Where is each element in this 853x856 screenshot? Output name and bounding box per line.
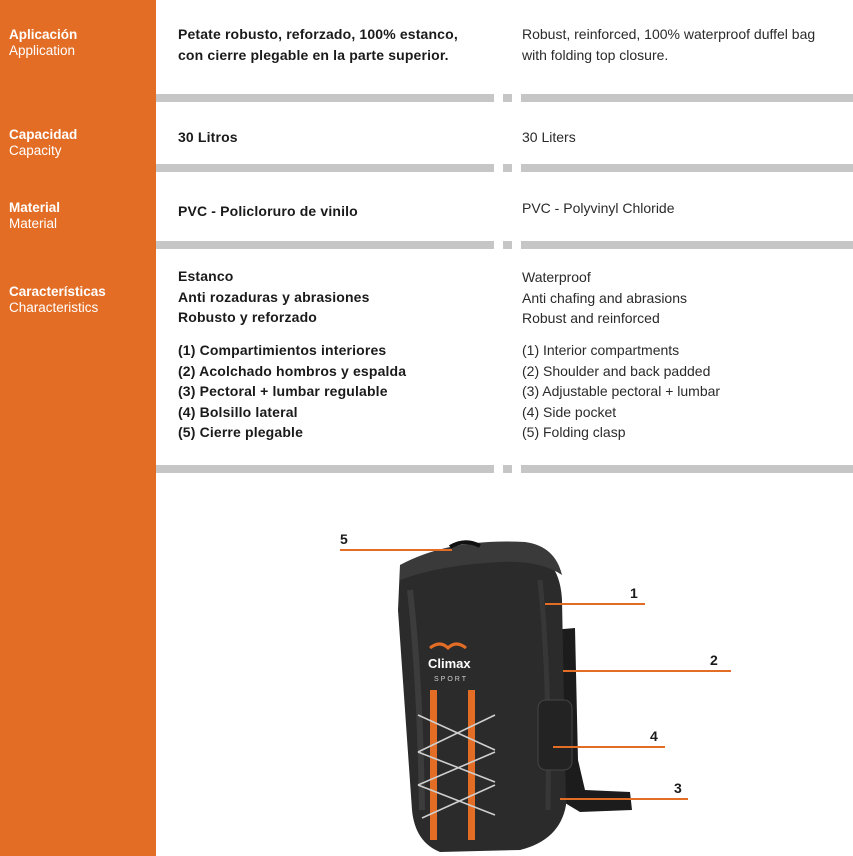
label-characteristics [9, 284, 106, 316]
text-line: Robusto y reforzado [178, 309, 317, 325]
row-divider [156, 241, 853, 249]
text-line: PVC - Policloruro de vinilo [178, 203, 358, 219]
callout-line-1 [545, 603, 645, 605]
row-divider [156, 164, 853, 172]
text-line: (1) Compartimientos interiores [178, 342, 387, 358]
label-es: Material [9, 200, 61, 215]
text-line: (2) Shoulder and back padded [522, 362, 711, 379]
callout-line-5 [340, 549, 452, 551]
callout-1: 1 [630, 585, 638, 601]
text-line: Petate robusto, reforzado, 100% estanco, [178, 26, 458, 42]
text-line: (4) Bolsillo lateral [178, 403, 298, 420]
text-line: Estanco [178, 268, 234, 284]
text-line: (5) Folding clasp [522, 424, 626, 440]
text-line: con cierre plegable en la parte superior. [178, 46, 449, 63]
callout-line-3 [560, 798, 688, 800]
parts-en [522, 340, 850, 443]
text-line: with folding top closure. [522, 46, 669, 63]
label-en: Application [9, 43, 76, 58]
orange-stripe [430, 690, 437, 840]
label-es: Capacidad [9, 127, 78, 142]
text-line: 30 Liters [522, 129, 576, 145]
text-line: (4) Side pocket [522, 403, 617, 420]
callout-5: 5 [340, 531, 348, 547]
text-line: Robust, reinforced, 100% waterproof duffel bag [522, 26, 816, 42]
text-line: PVC - Polyvinyl Chloride [522, 200, 675, 216]
text-line: Anti rozaduras y abrasiones [178, 288, 370, 305]
characteristics-es [178, 266, 498, 328]
row-divider [156, 465, 853, 473]
sidebar [0, 0, 156, 856]
text-line: (1) Interior compartments [522, 342, 680, 358]
label-material [9, 200, 60, 232]
label-es: Aplicación [9, 27, 78, 42]
text-line: 30 Litros [178, 129, 238, 145]
text-line: Waterproof [522, 269, 591, 285]
callout-3: 3 [674, 780, 682, 796]
brand-name: Climax [428, 656, 471, 671]
text-line: Robust and reinforced [522, 310, 660, 326]
capacity-en [522, 127, 850, 148]
material-en [522, 198, 850, 219]
brand-sub: SPORT [434, 676, 468, 683]
orange-stripe [468, 690, 475, 840]
application-en [522, 24, 850, 65]
application-es [178, 24, 498, 65]
label-en: Capacity [9, 143, 62, 158]
capacity-es [178, 127, 498, 148]
material-es [178, 201, 498, 222]
backpack-image [330, 520, 750, 856]
text-line: Anti chafing and abrasions [522, 289, 687, 306]
callout-line-2 [563, 670, 731, 672]
label-application [9, 27, 77, 59]
row-divider [156, 94, 853, 102]
label-en: Material [9, 216, 58, 231]
label-es: Características [9, 284, 106, 299]
callout-2: 2 [710, 652, 718, 668]
callout-4: 4 [650, 728, 658, 744]
text-line: (3) Pectoral + lumbar regulable [178, 383, 388, 399]
callout-line-4 [553, 746, 665, 748]
label-capacity [9, 127, 77, 159]
label-en: Characteristics [9, 300, 99, 315]
text-line: (5) Cierre plegable [178, 424, 304, 440]
characteristics-en [522, 267, 850, 329]
parts-es [178, 340, 498, 443]
text-line: (2) Acolchado hombros y espalda [178, 362, 407, 379]
text-line: (3) Adjustable pectoral + lumbar [522, 383, 721, 399]
